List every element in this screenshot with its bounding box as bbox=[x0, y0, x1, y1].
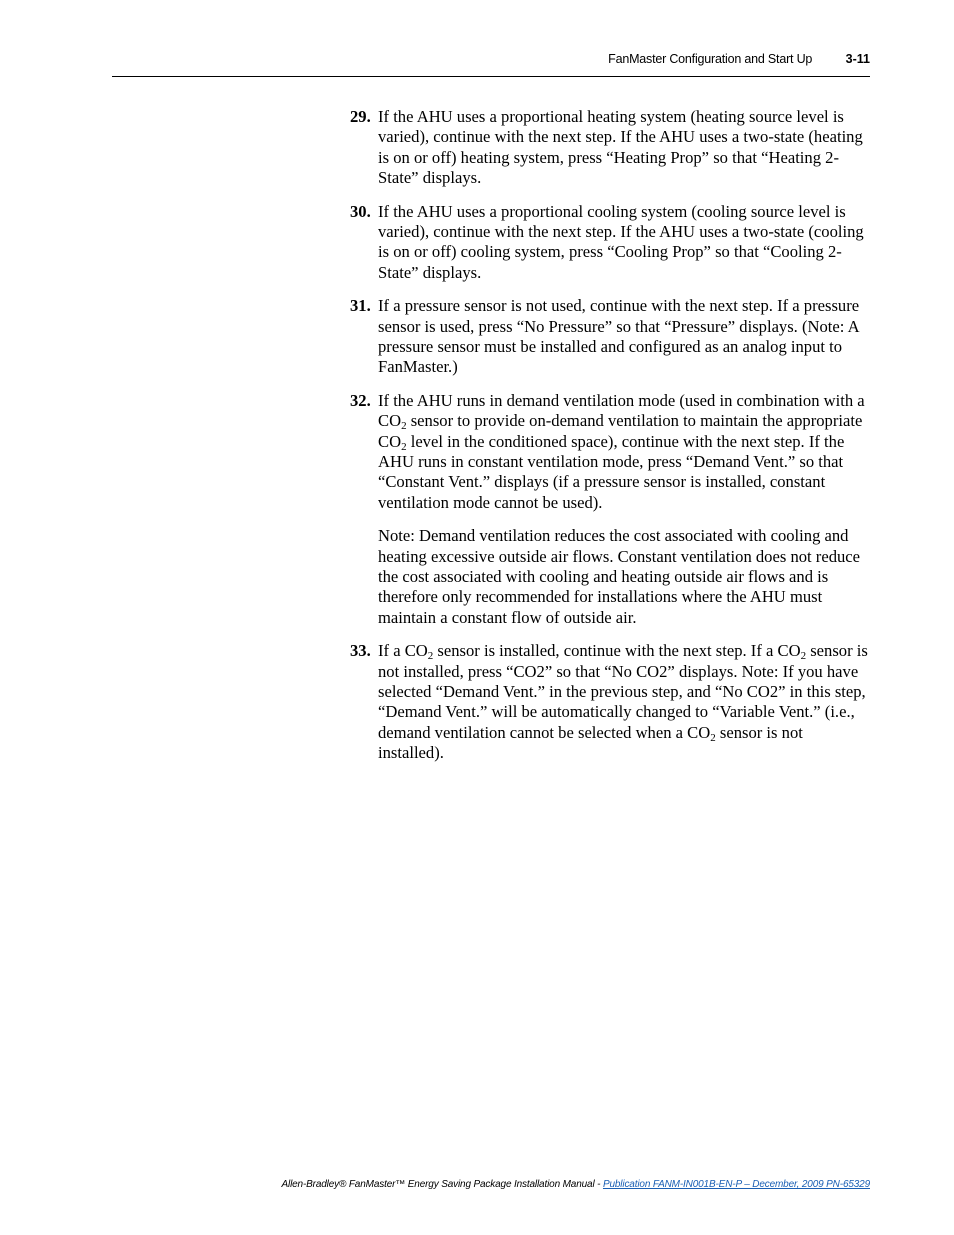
subscript: 2 bbox=[427, 650, 434, 663]
procedure-steps bbox=[350, 107, 870, 777]
step-text: If a pressure sensor is not used, continue with the next step. If a pressure sensor is used, press “No Pressure” so that “Pressure” displays. (Note: A pressure sensor must be installed and configured as an analog input to FanMaster.) bbox=[378, 296, 860, 377]
step-text bbox=[378, 391, 870, 513]
step-number: 33. bbox=[350, 641, 371, 661]
text-segment: level in the conditioned space), continue with the next step. If the AHU runs in constant ventilation mode, press “Demand Vent.” so that “Constant Vent.” displays (if a pressure sensor is installed, constant ventilation mode cannot be used). bbox=[378, 431, 845, 512]
text-segment: If the AHU runs in demand ventilation mode (used in combination with a CO bbox=[378, 391, 865, 431]
subscript: 2 bbox=[401, 440, 407, 453]
text-segment: If a CO bbox=[378, 641, 428, 661]
step-30 bbox=[350, 202, 870, 283]
page-footer bbox=[281, 1179, 870, 1190]
step-text bbox=[378, 641, 870, 763]
step-number: 29. bbox=[350, 107, 371, 126]
text-segment: sensor is not installed, press “CO2” so that “No CO2” displays. Note: If you have selected “Demand Vent.” in the previous step, and “No CO2” in this step, “Demand Vent.” will be automatically changed to “Variable Vent.” (i.e., demand ventilation cannot be selected when a CO bbox=[378, 641, 868, 742]
step-31 bbox=[350, 296, 870, 377]
step-32 bbox=[350, 391, 870, 628]
step-29 bbox=[350, 107, 870, 188]
text-segment: sensor is installed, continue with the next step. If a CO bbox=[433, 641, 801, 661]
page-number: 3-11 bbox=[845, 52, 870, 66]
chapter-title: FanMaster Configuration and Start Up bbox=[608, 52, 813, 66]
text-segment: sensor to provide on-demand ventilation to maintain the appropriate CO bbox=[378, 411, 863, 451]
running-header bbox=[608, 52, 870, 66]
subscript: 2 bbox=[800, 650, 807, 663]
step-text: If the AHU uses a proportional cooling system (cooling source level is varied), continue with the next step. If the AHU uses a two-state (cooling is on or off) cooling system, press “Cooling Prop” so that “Cooling 2-State” displays. bbox=[378, 201, 864, 282]
footer-text: Allen-Bradley® FanMaster™ Energy Saving Package Installation Manual - bbox=[281, 1179, 603, 1190]
page-header bbox=[0, 0, 954, 80]
step-number: 30. bbox=[350, 201, 371, 221]
publication-link[interactable]: Publication FANM-IN001B-EN-P – December, 2009 PN-65329 bbox=[602, 1179, 870, 1190]
step-number: 31. bbox=[350, 296, 371, 316]
subscript: 2 bbox=[710, 731, 716, 744]
text-segment: sensor is not installed). bbox=[378, 722, 803, 762]
step-note: Note: Demand ventilation reduces the cost associated with cooling and heating excessive outside air flows. Constant ventilation does not reduce the cost associated with cooling and heating outside air flows and is therefore only recommended for installations where the AHU must maintain a constant flow of outside air. bbox=[378, 526, 861, 627]
subscript: 2 bbox=[401, 420, 407, 433]
step-number: 32. bbox=[350, 391, 371, 411]
step-text: If the AHU uses a proportional heating system (heating source level is varied), continue with the next step. If the AHU uses a two-state (heating is on or off) heating system, press “Heating Prop” so that “Heating 2-State” displays. bbox=[378, 107, 863, 187]
header-rule bbox=[112, 76, 870, 77]
step-33 bbox=[350, 641, 870, 763]
